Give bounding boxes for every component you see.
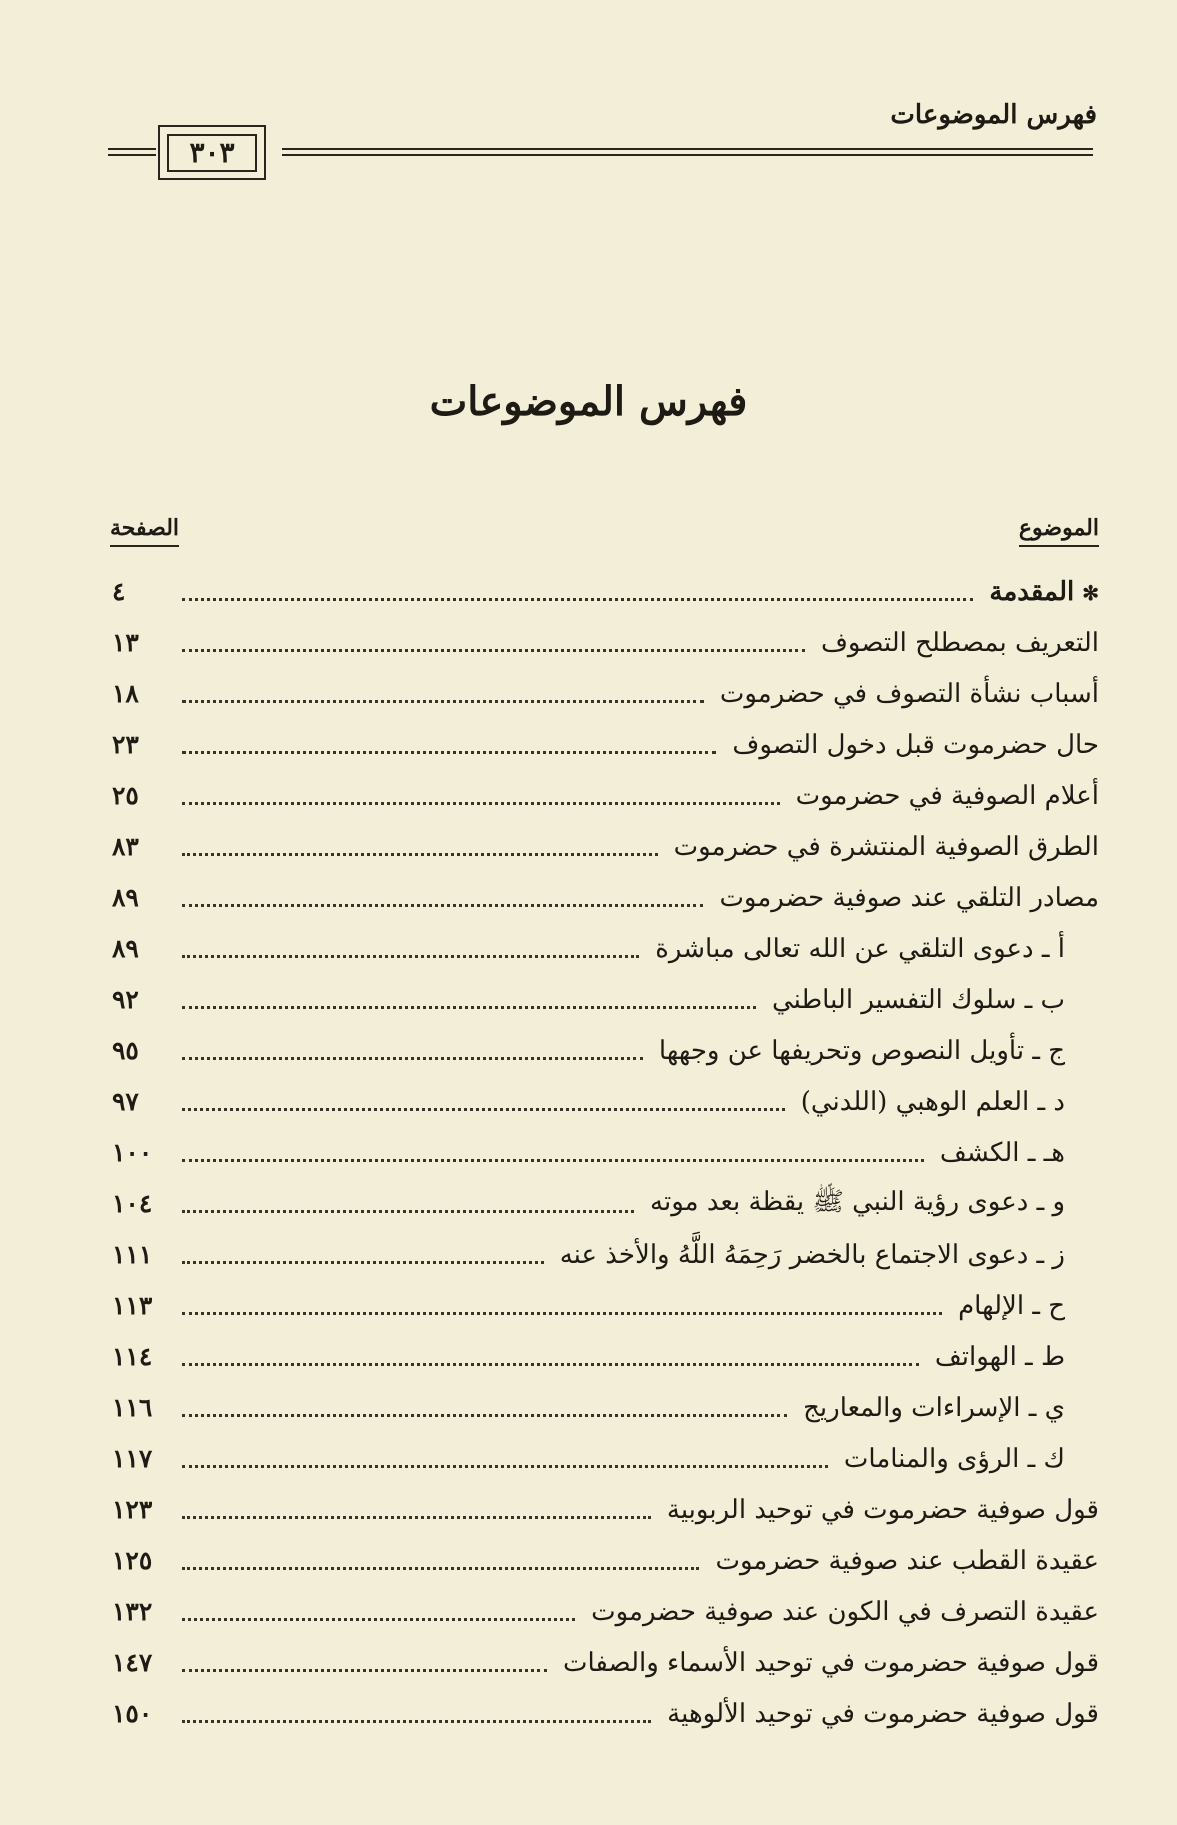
toc-entry-label <box>791 1087 1099 1117</box>
dot-leader <box>182 1465 828 1468</box>
table-of-contents <box>112 566 1099 1739</box>
dot-leader <box>182 1006 756 1009</box>
toc-entry-page: ١٤٧ <box>112 1648 153 1677</box>
header-rule-left <box>108 148 156 156</box>
toc-entry-label <box>786 781 1099 811</box>
toc-entry <box>112 1076 1099 1127</box>
toc-entry <box>112 1127 1099 1178</box>
toc-entry-page: ١٣ <box>112 628 139 657</box>
dot-leader <box>182 751 716 754</box>
toc-entry <box>112 668 1099 719</box>
toc-entry-page: ٨٩ <box>112 883 139 912</box>
toc-entry <box>112 872 1099 923</box>
dot-leader <box>182 802 780 805</box>
toc-entry-label <box>657 1495 1099 1525</box>
toc-entry-page: ١٠٠ <box>112 1138 153 1167</box>
toc-entry-label <box>710 679 1099 709</box>
toc-entry-page: ١٣٢ <box>112 1597 153 1626</box>
toc-entry <box>112 1178 1099 1229</box>
dot-leader <box>182 1567 699 1570</box>
toc-entry <box>112 719 1099 770</box>
dot-leader <box>182 1720 651 1723</box>
toc-entry <box>112 1484 1099 1535</box>
dot-leader <box>182 1057 643 1060</box>
toc-entry-page: ٩٥ <box>112 1036 139 1065</box>
toc-entry-text: ب ـ سلوك التفسير الباطني <box>771 984 1065 1015</box>
dot-leader <box>182 904 703 907</box>
toc-entry-text: قول صوفية حضرموت في توحيد الأسماء والصفات <box>562 1647 1099 1678</box>
dot-leader <box>182 1363 919 1366</box>
toc-entry-label <box>930 1138 1099 1168</box>
toc-entry <box>112 1535 1099 1586</box>
page-number-frame <box>158 125 266 180</box>
toc-entry-text: أعلام الصوفية في حضرموت <box>795 780 1099 811</box>
toc-entry-page: ٢٥ <box>112 781 139 810</box>
toc-entry-label <box>834 1444 1099 1474</box>
toc-entry-text: عقيدة التصرف في الكون عند صوفية حضرموت <box>591 1596 1099 1627</box>
toc-entry-page: ١٢٣ <box>112 1495 153 1524</box>
toc-entry <box>112 566 1099 617</box>
toc-entry-text: حال حضرموت قبل دخول التصوف <box>732 729 1099 760</box>
toc-entry <box>112 617 1099 668</box>
toc-entry <box>112 1382 1099 1433</box>
toc-entry-page: ١١٤ <box>112 1342 153 1371</box>
page-title: فهرس الموضوعات <box>429 378 748 425</box>
toc-entry-text: ط ـ الهواتف <box>934 1341 1065 1372</box>
toc-entry-label <box>722 730 1099 760</box>
toc-entry <box>112 1229 1099 1280</box>
toc-entry <box>112 770 1099 821</box>
toc-entry <box>112 1688 1099 1739</box>
toc-entry-page: ١١٧ <box>112 1444 153 1473</box>
toc-entry-text: ج ـ تأويل النصوص وتحريفها عن وجهها <box>658 1035 1065 1066</box>
toc-entry-text: و ـ دعوى رؤية النبي ﷺ يقظة بعد موته <box>650 1186 1065 1217</box>
dot-leader <box>182 1261 544 1264</box>
asterisk-icon: ✻ <box>1082 580 1099 605</box>
page-number: ٣٠٣ <box>167 134 257 172</box>
toc-entry-label <box>553 1648 1099 1678</box>
toc-entry-label <box>649 1036 1099 1066</box>
toc-entry-page: ٩٧ <box>112 1087 139 1116</box>
toc-entry-label <box>581 1597 1099 1627</box>
toc-entry-label <box>925 1342 1099 1372</box>
dot-leader <box>182 1159 924 1162</box>
toc-entry-page: ٨٣ <box>112 832 139 861</box>
toc-entry-page: ١١٦ <box>112 1393 153 1422</box>
toc-entry-page: ٢٣ <box>112 730 139 759</box>
toc-entry-text: ك ـ الرؤى والمنامات <box>843 1443 1065 1474</box>
toc-entry-label <box>640 1185 1099 1223</box>
toc-entry <box>112 1025 1099 1076</box>
toc-entry-label <box>709 883 1099 913</box>
dot-leader <box>182 1618 575 1621</box>
toc-entry-text: ي ـ الإسراءات والمعاريج <box>803 1392 1065 1423</box>
toc-entry-label <box>762 985 1099 1015</box>
toc-entry <box>112 1280 1099 1331</box>
toc-entry <box>112 974 1099 1025</box>
toc-entry-text: ح ـ الإلهام <box>958 1290 1065 1321</box>
toc-entry-text: المقدمة <box>989 576 1075 607</box>
toc-entry <box>112 821 1099 872</box>
toc-entry-text: ز ـ دعوى الاجتماع بالخضر رَحِمَهُ اللَّهُ والأخذ عنه <box>559 1239 1065 1270</box>
toc-entry-text: الطرق الصوفية المنتشرة في حضرموت <box>673 831 1099 862</box>
dot-leader <box>182 1312 942 1315</box>
toc-entry-text: أسباب نشأة التصوف في حضرموت <box>719 678 1099 709</box>
topic-column-header: الموضوع <box>1019 515 1099 547</box>
toc-entry <box>112 1637 1099 1688</box>
dot-leader <box>182 598 973 601</box>
dot-leader <box>182 700 704 703</box>
toc-entry-page: ٨٩ <box>112 934 139 963</box>
toc-entry-label <box>979 577 1099 607</box>
toc-entry-page: ٩٢ <box>112 985 139 1014</box>
dot-leader <box>182 1516 651 1519</box>
dot-leader <box>182 649 805 652</box>
page-column-header: الصفحة <box>110 515 179 547</box>
toc-entry-text: قول صوفية حضرموت في توحيد الربوبية <box>666 1494 1099 1525</box>
toc-entry-page: ٤ <box>112 577 126 606</box>
toc-entry-text: هـ ـ الكشف <box>939 1137 1065 1168</box>
running-title: فهرس الموضوعات <box>890 100 1097 130</box>
toc-entry-page: ١٥٠ <box>112 1699 153 1728</box>
toc-entry <box>112 1331 1099 1382</box>
toc-entry-text: التعريف بمصطلح التصوف <box>820 627 1099 658</box>
toc-entry-text: قول صوفية حضرموت في توحيد الألوهية <box>667 1698 1099 1729</box>
toc-entry <box>112 1433 1099 1484</box>
toc-entry-text: د ـ العلم الوهبي (اللدني) <box>800 1086 1065 1117</box>
dot-leader <box>182 1669 547 1672</box>
dot-leader <box>182 1108 785 1111</box>
toc-entry-label <box>811 628 1099 658</box>
dot-leader <box>182 1210 634 1213</box>
toc-entry-label <box>705 1546 1099 1576</box>
toc-entry-label <box>550 1240 1099 1270</box>
header-rule-right <box>282 148 1093 156</box>
toc-entry-page: ١٨ <box>112 679 139 708</box>
toc-entry-label <box>664 832 1099 862</box>
toc-entry-text: عقيدة القطب عند صوفية حضرموت <box>715 1545 1099 1576</box>
toc-entry-page: ١١١ <box>112 1240 153 1269</box>
dot-leader <box>182 1414 787 1417</box>
toc-entry <box>112 1586 1099 1637</box>
toc-entry-label <box>793 1393 1099 1423</box>
dot-leader <box>182 853 658 856</box>
toc-entry <box>112 923 1099 974</box>
toc-entry-label <box>645 934 1099 964</box>
toc-entry-page: ١١٣ <box>112 1291 153 1320</box>
dot-leader <box>182 955 639 958</box>
toc-entry-text: مصادر التلقي عند صوفية حضرموت <box>719 882 1099 913</box>
toc-entry-label <box>657 1699 1099 1729</box>
toc-entry-page: ١٢٥ <box>112 1546 153 1575</box>
toc-entry-page: ١٠٤ <box>112 1189 153 1218</box>
toc-entry-label <box>948 1291 1099 1321</box>
toc-entry-text: أ ـ دعوى التلقي عن الله تعالى مباشرة <box>655 933 1065 964</box>
